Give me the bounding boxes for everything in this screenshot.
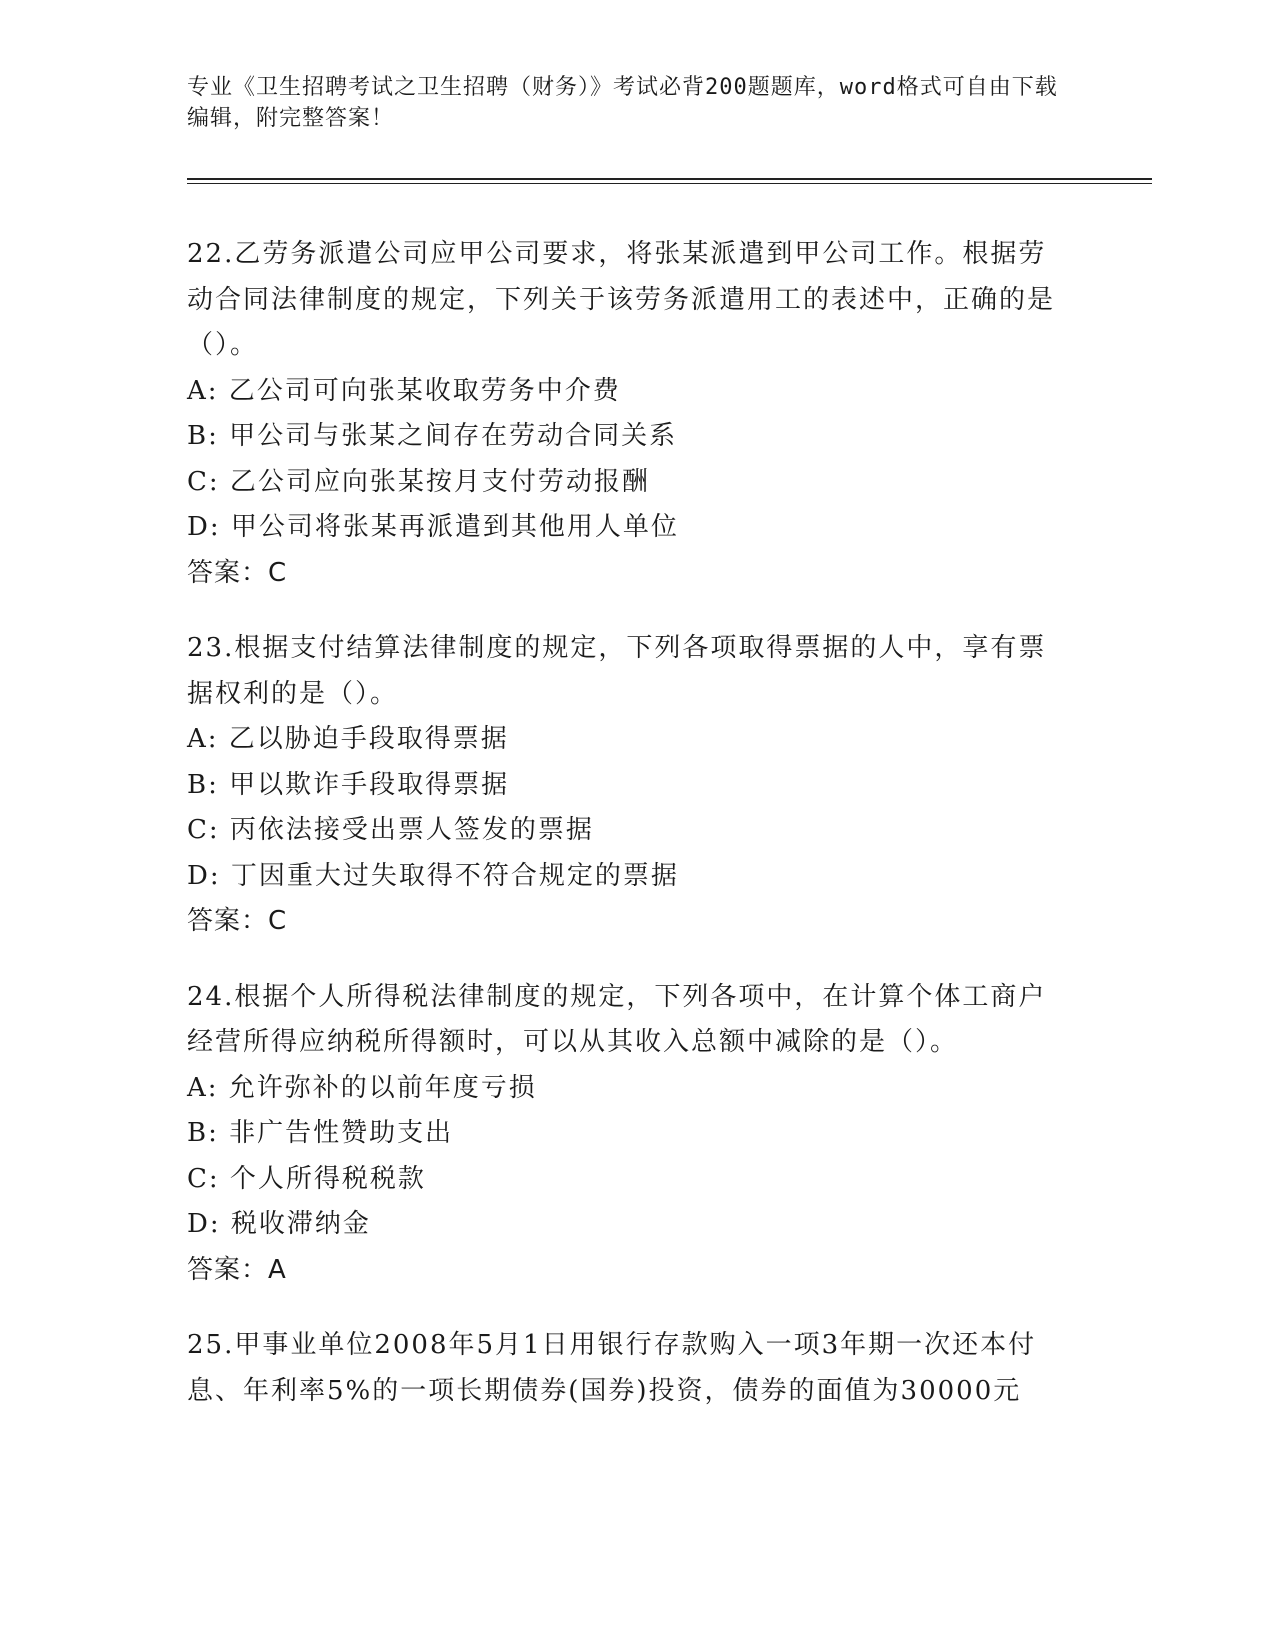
option-b: B: 甲公司与张某之间存在劳动合同关系 bbox=[187, 421, 678, 451]
option-c: C: 丙依法接受出票人签发的票据 bbox=[187, 815, 594, 845]
option-c: C: 个人所得税税款 bbox=[187, 1163, 426, 1194]
option-b: B: 甲以欺诈手段取得票据 bbox=[187, 769, 510, 800]
answer-text: 答案：C bbox=[187, 906, 288, 936]
option-a: A: 乙公司可向张某收取劳务中介费 bbox=[187, 375, 621, 406]
answer-text: 答案：A bbox=[187, 1254, 287, 1285]
question-item bbox=[187, 232, 1067, 596]
question-item bbox=[187, 626, 1067, 945]
question-text: 25.甲事业单位2008年5月1日用银行存款购入一项3年期一次还本付息、年利率5%的一项长期债券(国券)投资，债券的面值为30000元 bbox=[187, 1330, 1037, 1406]
question-list bbox=[187, 232, 1067, 1444]
option-d: D: 丁因重大过失取得不符合规定的票据 bbox=[187, 860, 679, 891]
option-d: D: 税收滞纳金 bbox=[187, 1209, 371, 1239]
document-intro: 专业《卫生招聘考试之卫生招聘（财务）》考试必背200题题库，word格式可自由下载编辑，附完整答案！ bbox=[187, 75, 1058, 131]
question-item bbox=[187, 975, 1067, 1294]
answer-text: 答案：C bbox=[187, 557, 288, 588]
option-b: B: 非广告性赞助支出 bbox=[187, 1118, 454, 1148]
option-a: A: 乙以胁迫手段取得票据 bbox=[187, 724, 509, 754]
question-text: 23.根据支付结算法律制度的规定，下列各项取得票据的人中，享有票据权利的是（）。 bbox=[187, 633, 1047, 709]
question-item bbox=[187, 1323, 1067, 1414]
question-text: 24.根据个人所得税法律制度的规定，下列各项中，在计算个体工商户经营所得应纳税所得额时，可以从其收入总额中减除的是（）。 bbox=[187, 981, 1047, 1057]
header-divider bbox=[187, 178, 1152, 184]
option-a: A: 允许弥补的以前年度亏损 bbox=[187, 1072, 537, 1103]
option-c: C: 乙公司应向张某按月支付劳动报酬 bbox=[187, 466, 650, 497]
question-text: 22.乙劳务派遣公司应甲公司要求，将张某派遣到甲公司工作。根据劳动合同法律制度的规定，下列关于该劳务派遣用工的表述中，正确的是（）。 bbox=[187, 239, 1056, 360]
option-d: D: 甲公司将张某再派遣到其他用人单位 bbox=[187, 512, 679, 542]
